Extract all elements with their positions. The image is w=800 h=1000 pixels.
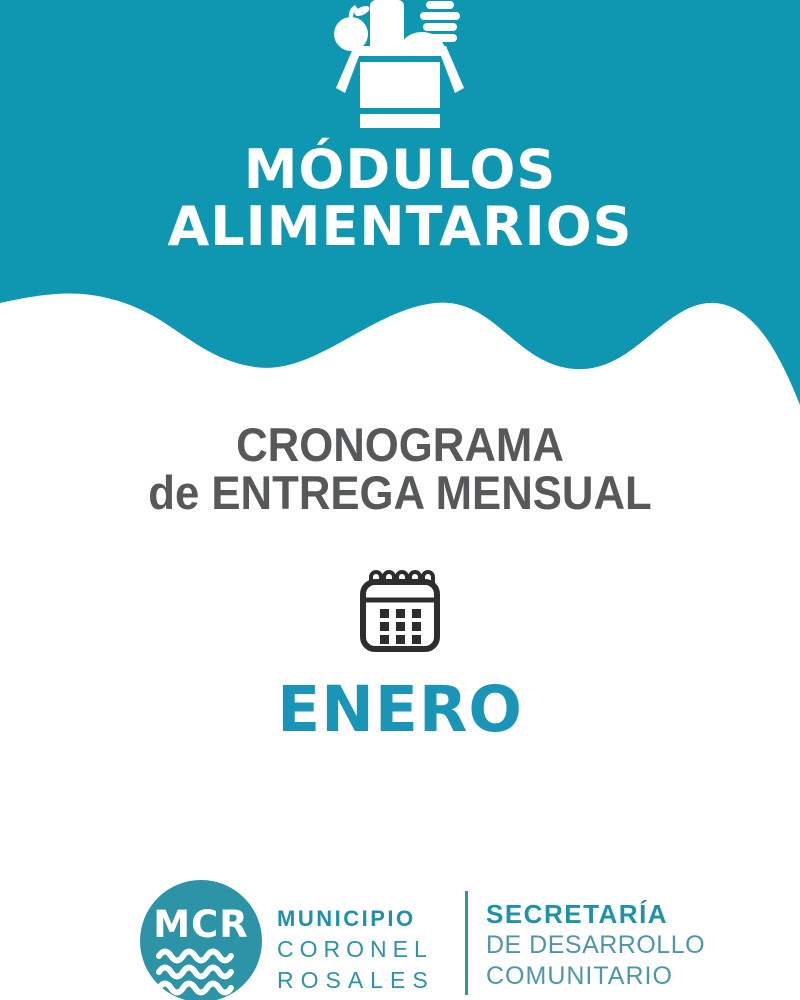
- municipality-name: [277, 903, 435, 996]
- footer: [0, 875, 800, 1000]
- secretary-line: DE DESARROLLO: [486, 931, 706, 959]
- hero-band: [0, 0, 800, 271]
- water-waves-icon: [159, 952, 231, 993]
- secretary-line: COMUNITARIO: [486, 962, 673, 990]
- vertical-divider: [465, 891, 468, 995]
- secretary-name: [486, 899, 705, 992]
- food-box-icon: [320, 0, 480, 140]
- mcr-logo-text: MCR: [153, 903, 249, 946]
- poster-title-line2: ALIMENTARIOS: [167, 195, 633, 258]
- municipality-line: ROSALES: [277, 967, 435, 993]
- poster-title: [0, 138, 800, 258]
- poster-title-line1: MÓDULOS: [243, 138, 557, 201]
- mcr-circle-logo: [140, 880, 262, 1000]
- schedule-heading-line1: CRONOGRAMA: [236, 418, 564, 471]
- month-label: ENERO: [277, 673, 523, 746]
- calendar-icon: [350, 560, 450, 660]
- municipality-line: CORONEL: [277, 936, 433, 962]
- secretary-line: SECRETARÍA: [486, 899, 669, 929]
- wave-divider: [0, 270, 800, 410]
- calendar-icon-wrap: [0, 560, 800, 665]
- schedule-heading-line2: de ENTREGA MENSUAL: [148, 466, 652, 519]
- municipality-line: MUNICIPIO: [277, 906, 416, 931]
- schedule-heading: [28, 418, 772, 519]
